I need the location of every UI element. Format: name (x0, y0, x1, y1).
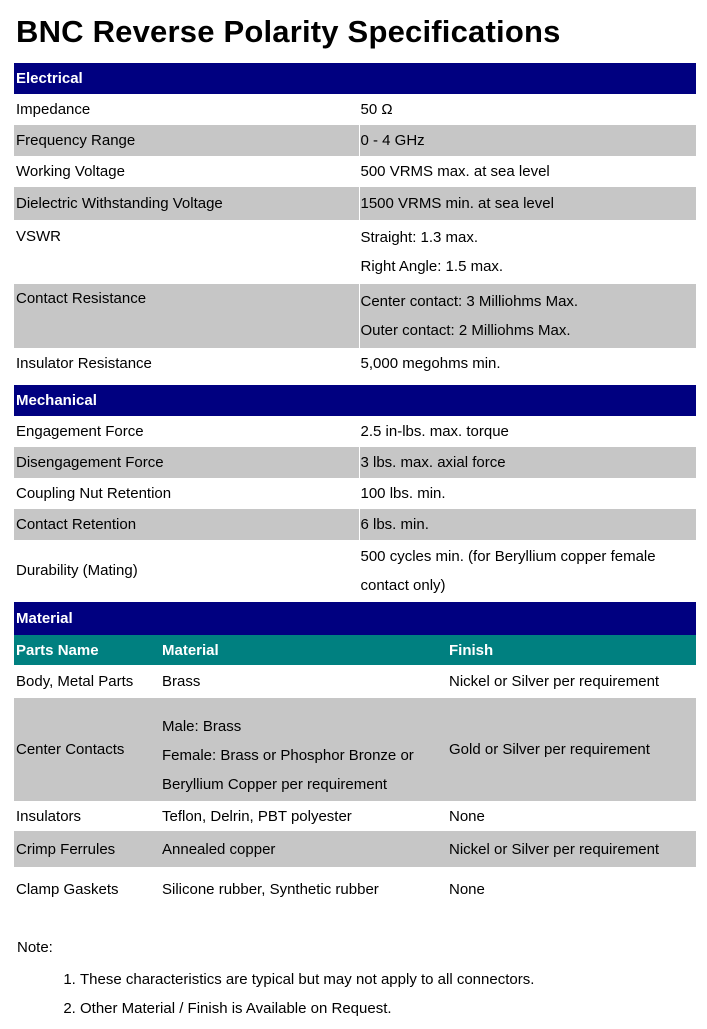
table-row (14, 125, 696, 156)
material-section (14, 602, 696, 911)
electrical-section (14, 63, 696, 379)
spec-name: Contact Resistance (14, 284, 359, 348)
spec-name: Coupling Nut Retention (14, 478, 359, 509)
table-row (14, 831, 696, 867)
material-column-headers (14, 635, 696, 665)
part-finish: None (449, 880, 485, 898)
spec-value: contact only) (360, 576, 446, 594)
part-finish: Nickel or Silver per requirement (449, 673, 660, 690)
part-material: Female: Brass or Phosphor Bronze or (162, 746, 414, 764)
spec-name: Impedance (14, 94, 359, 125)
page-title: BNC Reverse Polarity Specifications (16, 14, 561, 49)
spec-value: 3 lbs. max. axial force (359, 447, 696, 478)
mechanical-section (14, 385, 696, 601)
note-list (17, 965, 534, 1023)
column-header-material: Material (160, 635, 447, 665)
spec-name: Contact Retention (14, 509, 359, 540)
spec-value: 0 - 4 GHz (359, 125, 696, 156)
part-name: Clamp Gaskets (16, 880, 119, 898)
part-material: Silicone rubber, Synthetic rubber (162, 880, 379, 898)
part-material: Brass (162, 673, 201, 690)
note-title: Note: (17, 939, 53, 956)
spec-name: Durability (Mating) (14, 540, 359, 601)
part-material: Teflon, Delrin, PBT polyester (162, 807, 352, 825)
part-finish: None (449, 807, 485, 825)
spec-value: 500 VRMS max. at sea level (360, 163, 550, 180)
spec-value: Straight: 1.3 max. (360, 229, 479, 246)
spec-value: Outer contact: 2 Milliohms Max. (360, 322, 571, 339)
spec-value: 1500 VRMS min. at sea level (359, 187, 696, 220)
table-row (14, 698, 696, 801)
column-header-finish: Finish (447, 635, 696, 665)
spec-value: 2.5 in-lbs. max. torque (360, 423, 509, 440)
table-row (14, 220, 696, 284)
spec-value: Center contact: 3 Milliohms Max. (360, 293, 579, 310)
spec-name: Working Voltage (14, 156, 359, 187)
table-row (14, 94, 696, 125)
column-header-parts-name: Parts Name (14, 635, 160, 665)
spec-name: Insulator Resistance (14, 348, 359, 379)
part-name: Insulators (16, 807, 82, 825)
spec-value: Right Angle: 1.5 max. (360, 258, 504, 275)
spec-value: 6 lbs. min. (359, 509, 696, 540)
spec-value: 500 cycles min. (for Beryllium copper female (360, 547, 656, 565)
table-row (14, 348, 696, 379)
part-name: Center Contacts (14, 698, 160, 801)
electrical-header: Electrical (14, 63, 696, 94)
part-material: Male: Brass (162, 717, 242, 735)
mechanical-header: Mechanical (14, 385, 696, 416)
table-row (14, 509, 696, 540)
table-row (14, 447, 696, 478)
table-row (14, 284, 696, 348)
note-section (17, 936, 534, 1023)
note-item: 2. Other Material / Finish is Available on Request. (80, 994, 534, 1023)
spec-value: 100 lbs. min. (360, 485, 446, 502)
spec-value: 50 Ω (360, 101, 393, 118)
part-finish: Gold or Silver per requirement (447, 698, 696, 801)
spec-name: Disengagement Force (14, 447, 359, 478)
table-row (14, 156, 696, 187)
table-row (14, 540, 696, 601)
part-name: Body, Metal Parts (16, 673, 134, 690)
part-name: Crimp Ferrules (14, 831, 160, 867)
part-material: Annealed copper (160, 831, 447, 867)
spec-name: Frequency Range (14, 125, 359, 156)
spec-name: Dielectric Withstanding Voltage (14, 187, 359, 220)
material-header: Material (14, 602, 696, 635)
table-row (14, 187, 696, 220)
table-row (14, 478, 696, 509)
note-item: 1. These characteristics are typical but may not apply to all connectors. (80, 965, 534, 994)
spec-value: 5,000 megohms min. (360, 355, 501, 372)
spec-name: VSWR (14, 220, 359, 284)
table-row (14, 867, 696, 911)
part-finish: Nickel or Silver per requirement (447, 831, 696, 867)
table-row (14, 801, 696, 831)
table-row (14, 416, 696, 447)
part-material: Beryllium Copper per requirement (162, 775, 388, 793)
table-row (14, 665, 696, 698)
spec-name: Engagement Force (14, 416, 359, 447)
